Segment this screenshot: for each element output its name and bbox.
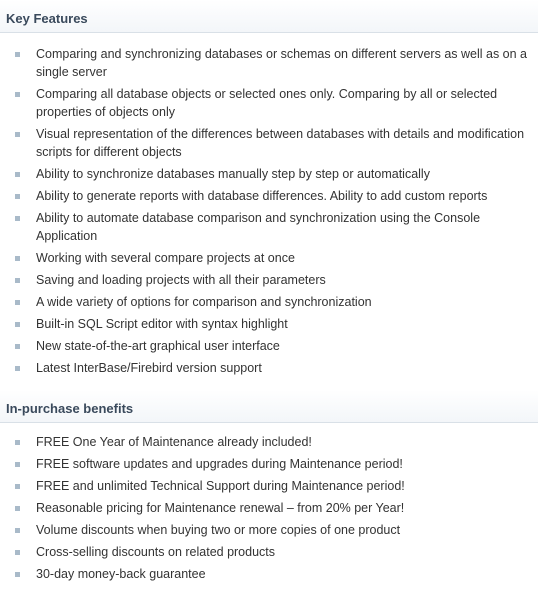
list-item <box>0 271 544 289</box>
square-bullet-icon <box>15 344 20 349</box>
list-item-text: Ability to generate reports with database differences. Ability to add custom reports <box>36 189 488 203</box>
key-features-list <box>0 45 544 381</box>
list-item-text: Saving and loading projects with all their parameters <box>36 273 326 287</box>
list-item <box>0 165 544 183</box>
list-item-text: Working with several compare projects at once <box>36 251 295 265</box>
list-item <box>0 315 544 333</box>
list-item-text: A wide variety of options for comparison and synchronization <box>36 295 372 309</box>
square-bullet-icon <box>15 132 20 137</box>
list-item <box>0 249 544 267</box>
square-bullet-icon <box>15 462 20 467</box>
list-item-text: FREE One Year of Maintenance already included! <box>36 435 312 449</box>
list-item <box>0 125 544 161</box>
square-bullet-icon <box>15 300 20 305</box>
list-item <box>0 293 544 311</box>
list-item-text: 30-day money-back guarantee <box>36 567 206 581</box>
list-item-text: Cross-selling discounts on related products <box>36 545 276 559</box>
list-item-text: FREE and unlimited Technical Support during Maintenance period! <box>36 479 405 493</box>
list-item <box>0 433 544 451</box>
list-item <box>0 455 544 473</box>
purchase-benefits-list <box>0 433 544 587</box>
square-bullet-icon <box>15 194 20 199</box>
square-bullet-icon <box>15 572 20 577</box>
square-bullet-icon <box>15 484 20 489</box>
list-item <box>0 45 544 81</box>
list-item-text: Built-in SQL Script editor with syntax highlight <box>36 317 288 331</box>
key-features-title: Key Features <box>6 11 88 26</box>
square-bullet-icon <box>15 216 20 221</box>
square-bullet-icon <box>15 92 20 97</box>
list-item-text: Comparing all database objects or selected ones only. Comparing by all or selected properties of objects only <box>36 87 498 119</box>
list-item <box>0 209 544 245</box>
list-item <box>0 521 544 539</box>
square-bullet-icon <box>15 52 20 57</box>
square-bullet-icon <box>15 278 20 283</box>
list-item-text: Visual representation of the differences between databases with details and modification scripts for different objects <box>36 127 525 159</box>
list-item <box>0 565 544 583</box>
square-bullet-icon <box>15 550 20 555</box>
list-item-text: Reasonable pricing for Maintenance renewal – from 20% per Year! <box>36 501 405 515</box>
list-item-text: Latest InterBase/Firebird version support <box>36 361 262 375</box>
list-item-text: Ability to synchronize databases manually step by step or automatically <box>36 167 430 181</box>
list-item <box>0 499 544 517</box>
list-item <box>0 187 544 205</box>
square-bullet-icon <box>15 366 20 371</box>
list-item <box>0 85 544 121</box>
purchase-benefits-title: In-purchase benefits <box>6 401 134 416</box>
list-item-text: Volume discounts when buying two or more copies of one product <box>36 523 401 537</box>
list-item <box>0 359 544 377</box>
purchase-benefits-header <box>0 390 538 423</box>
square-bullet-icon <box>15 528 20 533</box>
list-item <box>0 477 544 495</box>
square-bullet-icon <box>15 256 20 261</box>
square-bullet-icon <box>15 506 20 511</box>
square-bullet-icon <box>15 440 20 445</box>
list-item-text: Ability to automate database comparison and synchronization using the Console Application <box>36 211 481 243</box>
list-item-text: Comparing and synchronizing databases or schemas on different servers as well as on a single server <box>36 47 528 79</box>
list-item-text: FREE software updates and upgrades during Maintenance period! <box>36 457 403 471</box>
list-item <box>0 337 544 355</box>
square-bullet-icon <box>15 172 20 177</box>
list-item <box>0 543 544 561</box>
list-item-text: New state-of-the-art graphical user interface <box>36 339 280 353</box>
key-features-header <box>0 0 538 33</box>
square-bullet-icon <box>15 322 20 327</box>
